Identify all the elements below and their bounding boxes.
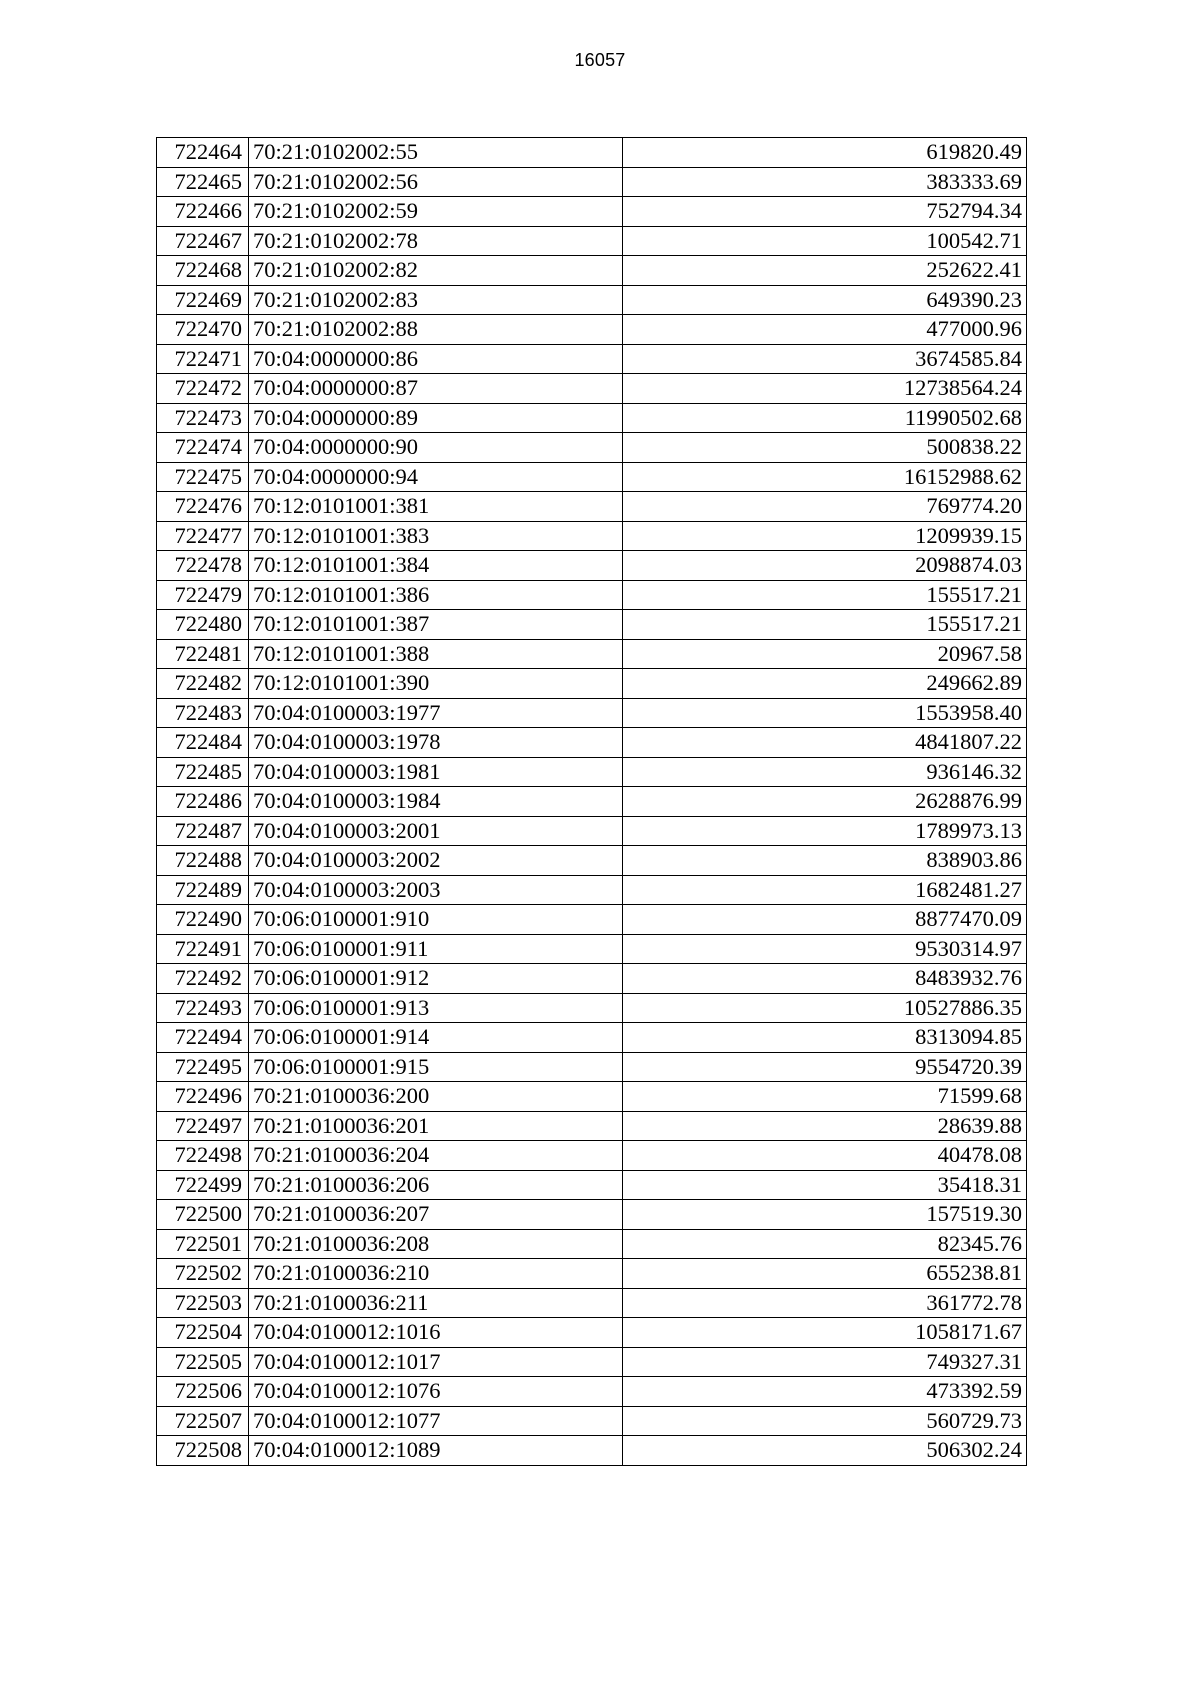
row-number-cell: 722500 [157,1200,249,1230]
value-cell: 473392.59 [623,1377,1027,1407]
cadastral-number-cell: 70:12:0101001:384 [249,551,623,581]
cadastral-number-cell: 70:04:0100003:1977 [249,698,623,728]
row-number-cell: 722465 [157,167,249,197]
cadastral-number-cell: 70:21:0102002:78 [249,226,623,256]
row-number-cell: 722495 [157,1052,249,1082]
value-cell: 1058171.67 [623,1318,1027,1348]
value-cell: 1682481.27 [623,875,1027,905]
table-row [157,875,1027,905]
cadastral-number-cell: 70:21:0102002:88 [249,315,623,345]
value-cell: 560729.73 [623,1406,1027,1436]
row-number-cell: 722466 [157,197,249,227]
table-row [157,256,1027,286]
table-row [157,285,1027,315]
table-row [157,816,1027,846]
row-number-cell: 722493 [157,993,249,1023]
value-cell: 40478.08 [623,1141,1027,1171]
row-number-cell: 722478 [157,551,249,581]
value-cell: 3674585.84 [623,344,1027,374]
row-number-cell: 722496 [157,1082,249,1112]
row-number-cell: 722481 [157,639,249,669]
row-number-cell: 722464 [157,138,249,168]
value-cell: 619820.49 [623,138,1027,168]
table-row [157,138,1027,168]
row-number-cell: 722506 [157,1377,249,1407]
row-number-cell: 722491 [157,934,249,964]
value-cell: 749327.31 [623,1347,1027,1377]
cadastral-number-cell: 70:04:0100003:2002 [249,846,623,876]
value-cell: 100542.71 [623,226,1027,256]
table-row [157,315,1027,345]
cadastral-number-cell: 70:12:0101001:387 [249,610,623,640]
value-cell: 155517.21 [623,580,1027,610]
table-row [157,846,1027,876]
row-number-cell: 722472 [157,374,249,404]
table-row [157,934,1027,964]
value-cell: 11990502.68 [623,403,1027,433]
cadastral-number-cell: 70:21:0100036:204 [249,1141,623,1171]
value-cell: 9554720.39 [623,1052,1027,1082]
row-number-cell: 722484 [157,728,249,758]
row-number-cell: 722477 [157,521,249,551]
value-cell: 649390.23 [623,285,1027,315]
value-cell: 71599.68 [623,1082,1027,1112]
cadastral-number-cell: 70:04:0000000:89 [249,403,623,433]
row-number-cell: 722474 [157,433,249,463]
cadastral-number-cell: 70:04:0100003:1981 [249,757,623,787]
table-row [157,1288,1027,1318]
cadastral-number-cell: 70:21:0100036:211 [249,1288,623,1318]
table-row [157,1082,1027,1112]
value-cell: 82345.76 [623,1229,1027,1259]
table-row [157,580,1027,610]
table-row [157,964,1027,994]
table-row [157,639,1027,669]
cadastral-number-cell: 70:21:0102002:82 [249,256,623,286]
row-number-cell: 722490 [157,905,249,935]
table-row [157,610,1027,640]
cadastral-number-cell: 70:12:0101001:381 [249,492,623,522]
cadastral-number-cell: 70:04:0100003:1978 [249,728,623,758]
table-row [157,1259,1027,1289]
cadastral-number-cell: 70:21:0102002:59 [249,197,623,227]
table-row [157,226,1027,256]
cadastral-number-cell: 70:06:0100001:913 [249,993,623,1023]
value-cell: 4841807.22 [623,728,1027,758]
value-cell: 20967.58 [623,639,1027,669]
table-row [157,1111,1027,1141]
table-row [157,1052,1027,1082]
table-row [157,1229,1027,1259]
table-row [157,1141,1027,1171]
value-cell: 500838.22 [623,433,1027,463]
cadastral-number-cell: 70:04:0000000:86 [249,344,623,374]
cadastral-number-cell: 70:21:0100036:201 [249,1111,623,1141]
row-number-cell: 722494 [157,1023,249,1053]
value-cell: 155517.21 [623,610,1027,640]
row-number-cell: 722483 [157,698,249,728]
table-row [157,1406,1027,1436]
table-row [157,757,1027,787]
row-number-cell: 722486 [157,787,249,817]
table-row [157,993,1027,1023]
cadastral-number-cell: 70:04:0100012:1077 [249,1406,623,1436]
table-row [157,698,1027,728]
cadastral-number-cell: 70:12:0101001:390 [249,669,623,699]
table-body [157,138,1027,1466]
table-row [157,462,1027,492]
cadastral-number-cell: 70:21:0100036:208 [249,1229,623,1259]
row-number-cell: 722502 [157,1259,249,1289]
cadastral-number-cell: 70:21:0102002:56 [249,167,623,197]
value-cell: 28639.88 [623,1111,1027,1141]
table-row [157,492,1027,522]
row-number-cell: 722467 [157,226,249,256]
registry-table [156,137,1027,1466]
table-row [157,1436,1027,1466]
table-row [157,433,1027,463]
cadastral-number-cell: 70:04:0000000:87 [249,374,623,404]
cadastral-number-cell: 70:04:0100012:1016 [249,1318,623,1348]
value-cell: 8483932.76 [623,964,1027,994]
row-number-cell: 722479 [157,580,249,610]
table-row [157,197,1027,227]
row-number-cell: 722497 [157,1111,249,1141]
cadastral-number-cell: 70:21:0100036:210 [249,1259,623,1289]
value-cell: 477000.96 [623,315,1027,345]
cadastral-number-cell: 70:06:0100001:912 [249,964,623,994]
value-cell: 383333.69 [623,167,1027,197]
table-row [157,787,1027,817]
table-row [157,1023,1027,1053]
row-number-cell: 722492 [157,964,249,994]
value-cell: 249662.89 [623,669,1027,699]
value-cell: 16152988.62 [623,462,1027,492]
cadastral-number-cell: 70:04:0100012:1017 [249,1347,623,1377]
value-cell: 769774.20 [623,492,1027,522]
value-cell: 2098874.03 [623,551,1027,581]
row-number-cell: 722471 [157,344,249,374]
table-row [157,1170,1027,1200]
table-row [157,403,1027,433]
row-number-cell: 722476 [157,492,249,522]
cadastral-number-cell: 70:06:0100001:910 [249,905,623,935]
value-cell: 838903.86 [623,846,1027,876]
table-row [157,167,1027,197]
row-number-cell: 722487 [157,816,249,846]
table-row [157,905,1027,935]
value-cell: 35418.31 [623,1170,1027,1200]
row-number-cell: 722489 [157,875,249,905]
cadastral-number-cell: 70:04:0100003:2003 [249,875,623,905]
cadastral-number-cell: 70:12:0101001:383 [249,521,623,551]
row-number-cell: 722473 [157,403,249,433]
value-cell: 361772.78 [623,1288,1027,1318]
value-cell: 12738564.24 [623,374,1027,404]
row-number-cell: 722469 [157,285,249,315]
cadastral-number-cell: 70:04:0000000:90 [249,433,623,463]
table-row [157,728,1027,758]
row-number-cell: 722475 [157,462,249,492]
row-number-cell: 722507 [157,1406,249,1436]
cadastral-number-cell: 70:06:0100001:914 [249,1023,623,1053]
row-number-cell: 722488 [157,846,249,876]
row-number-cell: 722468 [157,256,249,286]
cadastral-number-cell: 70:21:0100036:200 [249,1082,623,1112]
cadastral-number-cell: 70:06:0100001:915 [249,1052,623,1082]
value-cell: 252622.41 [623,256,1027,286]
value-cell: 1553958.40 [623,698,1027,728]
cadastral-number-cell: 70:21:0100036:206 [249,1170,623,1200]
cadastral-number-cell: 70:04:0000000:94 [249,462,623,492]
row-number-cell: 722499 [157,1170,249,1200]
cadastral-number-cell: 70:04:0100012:1089 [249,1436,623,1466]
value-cell: 10527886.35 [623,993,1027,1023]
table-row [157,521,1027,551]
table-row [157,1347,1027,1377]
value-cell: 157519.30 [623,1200,1027,1230]
table-row [157,1200,1027,1230]
table-row [157,344,1027,374]
cadastral-number-cell: 70:12:0101001:386 [249,580,623,610]
row-number-cell: 722498 [157,1141,249,1171]
cadastral-number-cell: 70:04:0100003:1984 [249,787,623,817]
value-cell: 8877470.09 [623,905,1027,935]
value-cell: 1789973.13 [623,816,1027,846]
cadastral-number-cell: 70:21:0102002:55 [249,138,623,168]
row-number-cell: 722501 [157,1229,249,1259]
cadastral-number-cell: 70:21:0100036:207 [249,1200,623,1230]
row-number-cell: 722485 [157,757,249,787]
table-row [157,1377,1027,1407]
cadastral-number-cell: 70:12:0101001:388 [249,639,623,669]
value-cell: 655238.81 [623,1259,1027,1289]
row-number-cell: 722503 [157,1288,249,1318]
row-number-cell: 722480 [157,610,249,640]
value-cell: 936146.32 [623,757,1027,787]
cadastral-number-cell: 70:21:0102002:83 [249,285,623,315]
cadastral-number-cell: 70:04:0100012:1076 [249,1377,623,1407]
value-cell: 506302.24 [623,1436,1027,1466]
table-row [157,551,1027,581]
cadastral-number-cell: 70:06:0100001:911 [249,934,623,964]
row-number-cell: 722505 [157,1347,249,1377]
cadastral-number-cell: 70:04:0100003:2001 [249,816,623,846]
row-number-cell: 722508 [157,1436,249,1466]
row-number-cell: 722470 [157,315,249,345]
value-cell: 9530314.97 [623,934,1027,964]
table-row [157,669,1027,699]
table-row [157,1318,1027,1348]
row-number-cell: 722504 [157,1318,249,1348]
value-cell: 8313094.85 [623,1023,1027,1053]
value-cell: 752794.34 [623,197,1027,227]
value-cell: 2628876.99 [623,787,1027,817]
row-number-cell: 722482 [157,669,249,699]
table-row [157,374,1027,404]
value-cell: 1209939.15 [623,521,1027,551]
page-number: 16057 [574,50,626,70]
